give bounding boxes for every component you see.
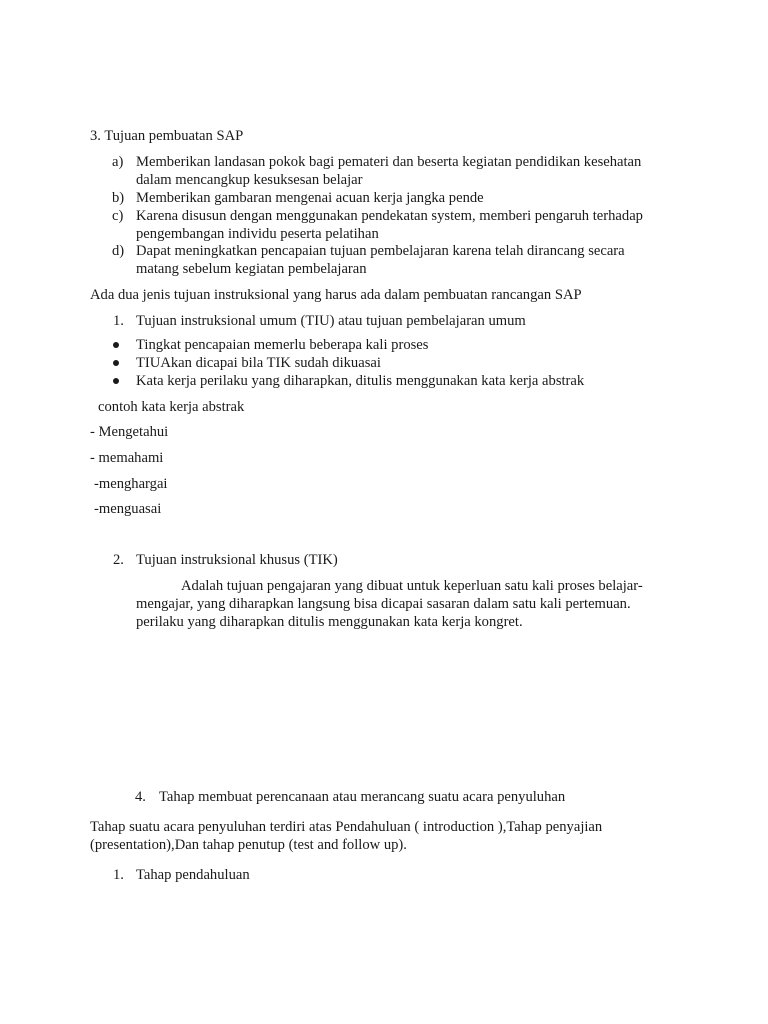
first-stage-label: Tahap pendahuluan [136,867,250,883]
list-item-d-line-2: matang sebelum kegiatan pembelajaran [136,261,367,277]
list-item-b-line-1: Memberikan gambaran mengenai acuan kerja jangka pende [136,190,484,206]
list-item-c-line-1: Karena disusun dengan menggunakan pendekatan system, memberi pengaruh terhadap [136,208,643,224]
list-marker-c: c) [112,208,124,224]
list-item-a-line-1: Memberikan landasan pokok bagi pemateri dan beserta kegiatan pendidikan kesehatan [136,154,642,170]
first-stage-marker: 1. [113,867,124,883]
section-4-marker: 4. [135,789,146,805]
section-4-heading: Tahap membuat perencanaan atau merancang suatu acara penyuluhan [159,789,566,805]
tik-marker: 2. [113,552,124,568]
bullet-icon [113,378,119,384]
tik-paragraph-line-1: Adalah tujuan pengajaran yang dibuat untuk keperluan satu kali proses belajar- [181,578,643,594]
tiu-bullet-1: Tingkat pencapaian memerlu beberapa kali proses [136,337,429,353]
bullet-icon [113,342,119,348]
tik-title: Tujuan instruksional khusus (TIK) [136,552,338,568]
tiu-bullet-3: Kata kerja perilaku yang diharapkan, ditulis menggunakan kata kerja abstrak [136,373,585,389]
tik-paragraph-line-2: mengajar, yang diharapkan langsung bisa dicapai sasaran dalam satu kali pertemuan. [136,596,631,612]
list-item-d-line-1: Dapat meningkatkan pencapaian tujuan pembelajaran karena telah dirancang secara [136,243,625,259]
list-marker-d: d) [112,243,125,259]
tiu-marker: 1. [113,313,124,329]
tiu-bullet-2: TIUAkan dicapai bila TIK sudah dikuasai [136,355,381,371]
list-marker-a: a) [112,154,124,170]
abstract-word-2: - memahami [90,450,164,466]
bullet-icon [113,360,119,366]
list-item-a-line-2: dalam mencangkup kesuksesan belajar [136,172,363,188]
abstract-word-3: -menghargai [94,476,168,492]
list-item-c-line-2: pengembangan individu peserta pelatihan [136,226,379,242]
intro-paragraph: Ada dua jenis tujuan instruksional yang harus ada dalam pembuatan rancangan SAP [90,287,582,303]
section-4-paragraph-line-2: (presentation),Dan tahap penutup (test and follow up). [90,837,407,853]
tiu-title: Tujuan instruksional umum (TIU) atau tujuan pembelajaran umum [136,313,526,329]
list-marker-b: b) [112,190,125,206]
abstract-word-4: -menguasai [94,501,162,517]
section-4-paragraph-line-1: Tahap suatu acara penyuluhan terdiri atas Pendahuluan ( introduction ),Tahap penyajian [90,819,603,835]
abstract-word-1: - Mengetahui [90,424,169,440]
abstract-examples-heading: contoh kata kerja abstrak [98,399,245,415]
tik-paragraph-line-3: perilaku yang diharapkan ditulis menggunakan kata kerja kongret. [136,614,523,630]
section-3-heading: 3. Tujuan pembuatan SAP [90,128,244,144]
